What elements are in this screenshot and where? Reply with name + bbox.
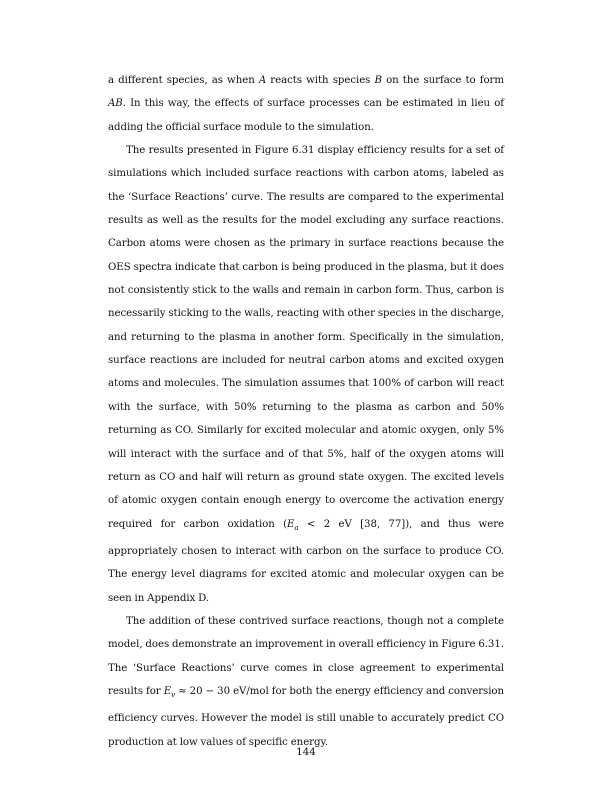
paragraph-2 — [108, 139, 504, 610]
text-run: The results presented in Figure 6.31 display efficiency results for a set of simulations which included surface reactions with carbon atoms, labeled as the ‘Surface Reactions’ curve. The results are compared to the experimental results as well as the results for the model excluding any surface reactions. Carbon atoms were chosen as the primary in surface reactions because the OES spectra indicate that carbon is being produced in the plasma, but it does not consistently stick to the walls and remain in carbon form. Thus, carbon is necessarily sticking to the walls, reacting with other species in the discharge, and returning to the plasma in another form. Specifically in the simulation, surface reactions are included for neutral carbon atoms and excited oxygen atoms and molecules. The simulation assumes that 100% of carbon will react with the surface, with 50% returning to the plasma as carbon and 50% returning as CO. Similarly for excited molecular and atomic oxygen, only 5% will interact with the surface and of that 5%, half of the oxygen atoms will return as CO and half will return as ground state oxygen. The excited levels of atomic oxygen contain enough energy to overcome the activation energy required for carbon oxidation ( — [108, 145, 504, 530]
math-symbol: a — [294, 523, 299, 532]
text-run: a different species, as when — [108, 75, 259, 86]
text-run: reacts with species — [266, 75, 375, 86]
math-symbol: A — [258, 75, 267, 86]
text-run: . In this way, the effects of surface processes can be estimated in lieu of adding the official surface module to the simulation. — [108, 98, 504, 133]
paragraph-1 — [108, 69, 504, 139]
text-run: ≈ 20 − 30 eV/mol for both the energy efficiency and conversion efficiency curves. However the model is still unable to accurately predict CO production at low values of specific energy. — [108, 685, 504, 748]
paragraph-3 — [108, 610, 504, 754]
math-symbol: AB — [108, 98, 123, 110]
math-symbol: v — [171, 691, 175, 699]
math-symbol: B — [374, 75, 382, 86]
text-run: < 2 eV [38, 77]), and thus were appropriately chosen to interact with carbon on the surface to produce CO. The energy level diagrams for excited atomic and molecular oxygen can be seen in Appendix D. — [108, 518, 505, 604]
text-run: The addition of these contrived surface reactions, though not a complete model, does demonstrate an improvement in overall efficiency in Figure 6.31. The ‘Surface Reactions’ curve comes in close agreement to experimental results for — [108, 615, 504, 697]
math-symbol: E — [287, 518, 295, 530]
page-number: 144 — [296, 747, 316, 758]
math-symbol: E — [163, 685, 172, 697]
body-text — [108, 69, 504, 754]
text-run: on the surface to form — [381, 75, 504, 86]
